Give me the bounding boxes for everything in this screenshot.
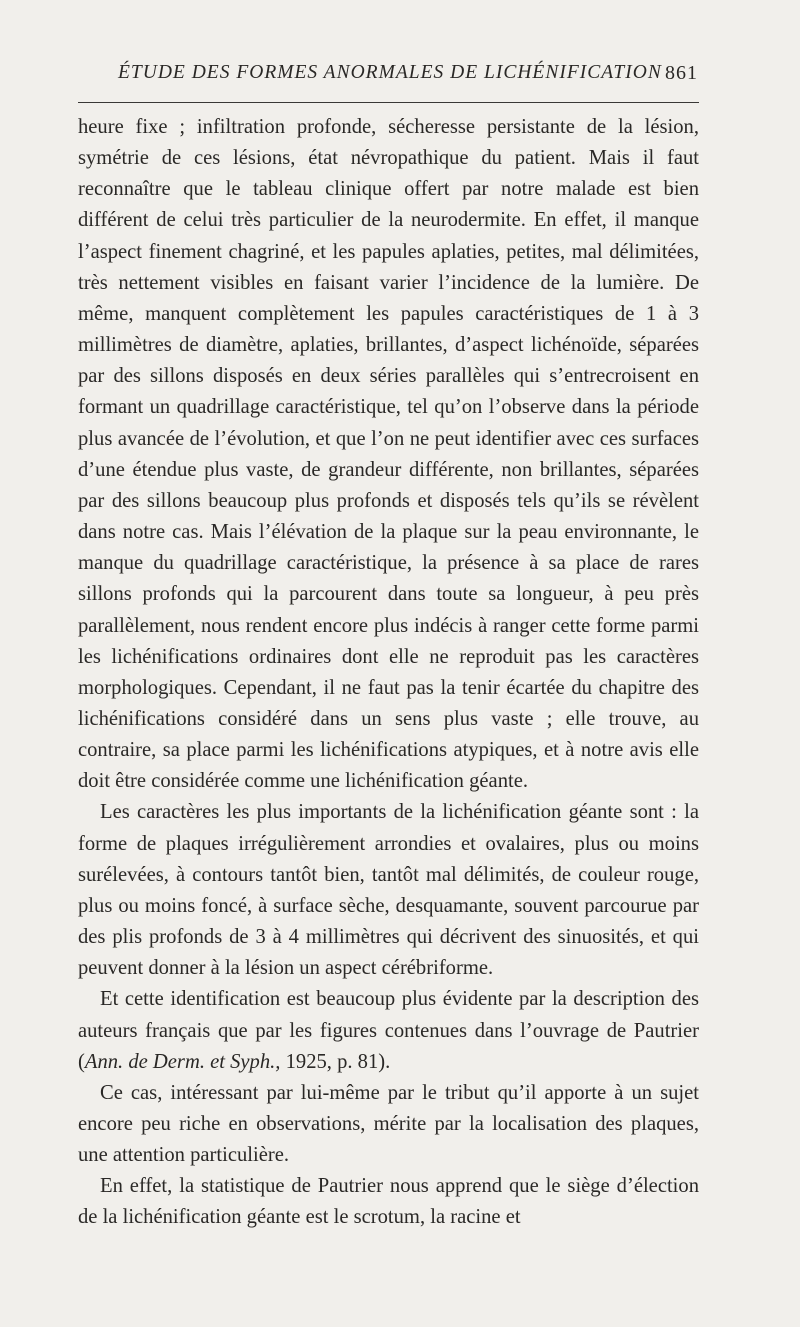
paragraph-3-text-before: Et cette identification est beaucoup plus évidente par la description des auteurs français que par les figures contenues dans l’ouvrage de Pautrier ( <box>78 988 699 1073</box>
page-number: 861 <box>665 62 698 84</box>
running-head <box>78 62 700 92</box>
journal-citation: Ann. de Derm. et Syph., <box>84 1050 281 1073</box>
header-rule <box>78 102 699 103</box>
paragraph-2: Les caractères les plus importants de la lichénification géante sont : la forme de plaques irrégulièrement arrondies et ovalaires, plus ou moins surélevées, à contours tantôt bien, tantôt mal délimités, de couleur rouge, plus ou moins foncé, à surface sèche, desquamante, souvent parcourue par des plis profonds de 3 à 4 millimètres qui décrivent des sinuosités, et qui peuvent donner à la lésion un aspect cérébriforme. <box>78 801 699 980</box>
paragraph-4: Ce cas, intéressant par lui-même par le tribut qu’il apporte à un sujet encore peu riche en observations, mérite par la localisation des plaques, une attention particulière. <box>78 1081 699 1167</box>
running-title: ÉTUDE DES FORMES ANORMALES DE LICHÉNIFICATION <box>118 62 662 83</box>
body-text <box>78 112 699 1234</box>
paragraph-3-text-after: 1925, p. 81). <box>280 1050 391 1073</box>
paragraph-5: En effet, la statistique de Pautrier nous apprend que le siège d’élection de la lichénification géante est le scrotum, la racine et <box>78 1175 699 1229</box>
paragraph-3 <box>78 984 699 1077</box>
paragraph-1: heure fixe ; infiltration profonde, sécheresse persistante de la lésion, symétrie de ces lésions, état névropathique du patient. Mais il faut reconnaître que le tableau clinique offert par notre malade est bien différent de celui très particulier de la neurodermite. En effet, il manque l’aspect finement chagriné, et les papules aplaties, petites, mal délimitées, très nettement visibles en faisant varier l’incidence de la lumière. De même, manquent complètement les papules caractéristiques de 1 à 3 millimètres de diamètre, aplaties, brillantes, d’aspect lichénoïde, séparées par des sillons disposés en deux séries parallèles qui s’entrecroisent en formant un quadrillage caractéristique, tel qu’on l’observe dans la période plus avancée de l’évolution, et que l’on ne peut identifier avec ces surfaces d’une étendue plus vaste, de grandeur différente, non brillantes, séparées par des sillons beaucoup plus profonds et disposés tels qu’ils se révèlent dans notre cas. Mais l’élévation de la plaque sur la peau environnante, le manque du quadrillage caractéristique, la présence à sa place de rares sillons profonds qui la parcourent dans toute sa longueur, à peu près parallèlement, nous rendent encore plus indécis à ranger cette forme parmi les lichénifications ordinaires dont elle ne reproduit pas les caractères morphologiques. Cependant, il ne faut pas la tenir écartée du chapitre des lichénifications considéré dans un sens plus vaste ; elle trouve, au contraire, sa place parmi les lichénifications atypiques, et à notre avis elle doit être considérée comme une lichénification géante. <box>78 116 699 793</box>
